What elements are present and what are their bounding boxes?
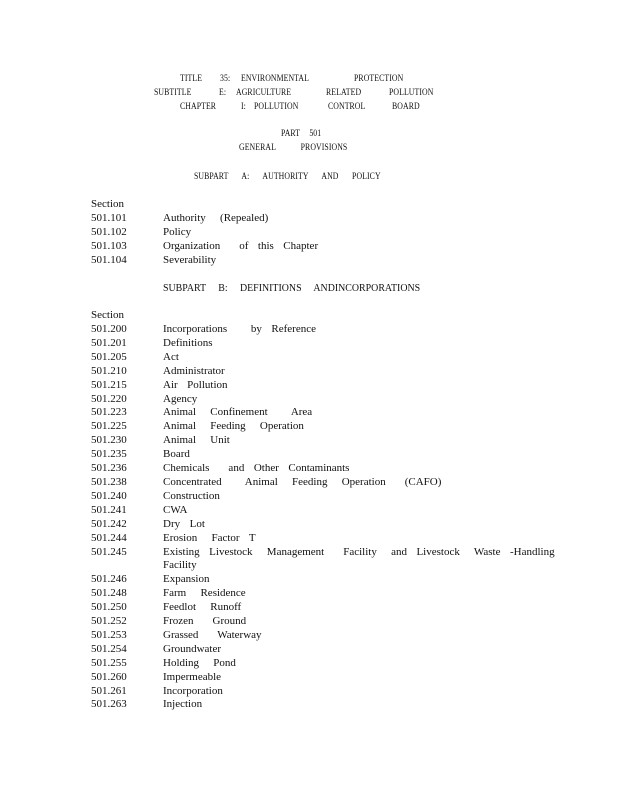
section-title: Policy [163,225,192,238]
section-label: Section [91,198,124,210]
section-number: 501.244 [91,531,127,544]
list-item [91,504,531,518]
part-number: PART 501 [281,129,322,139]
header-chapter-word: CHAPTER [180,102,217,112]
section-title: Agency [163,392,198,405]
list-item [91,434,531,448]
section-number: 501.253 [91,628,127,641]
list-item [91,379,531,393]
section-title: Existing Livestock Management Facility and Livestock Waste -Handling [163,545,555,558]
list-item [91,615,531,629]
header-subtitle-word: SUBTITLE [154,88,192,98]
section-title: Organization of this Chapter [163,239,319,252]
section-number: 501.263 [91,698,127,711]
section-title: Authority (Repealed) [163,212,269,224]
section-title: Chemicals and Other Contaminants [163,462,350,475]
header-chapter-name-1: POLLUTION [254,102,299,112]
section-title: Dry Lot [163,517,205,530]
section-title: Incorporations by Reference [163,323,316,335]
section-title: Concentrated Animal Feeding Operation (CAFO) [163,475,442,488]
section-number: 501.104 [91,253,127,266]
section-title: Holding Pond [163,656,236,669]
list-item [91,406,531,420]
list-item [91,518,531,532]
subpart-b-section-list [91,323,555,712]
header-subtitle-name-2: RELATED [326,88,362,98]
header-subtitle-letter: E: [219,88,227,98]
header-chapter-name-3: BOARD [392,102,420,112]
list-item [91,532,531,546]
section-number: 501.248 [91,587,127,600]
section-label: Section [91,309,124,321]
part-title: GENERAL PROVISIONS [239,143,348,153]
section-number: 501.246 [91,573,127,586]
list-item [91,545,555,560]
list-item [91,476,531,490]
section-title: Board [163,448,190,461]
section-number: 501.254 [91,642,127,655]
section-number: 501.245 [91,545,127,558]
list-item [91,601,531,615]
section-number: 501.225 [91,420,127,433]
header-subtitle-name-3: POLLUTION [389,88,434,98]
section-number: 501.235 [91,448,127,461]
subpart-b-heading: SUBPART B: DEFINITIONS ANDINCORPORATIONS [163,282,421,294]
section-title: Groundwater [163,642,222,655]
section-title: Injection [163,698,203,711]
section-title: Feedlot Runoff [163,601,242,614]
list-item [91,420,531,434]
section-title: Incorporation [163,684,223,697]
header-chapter-number: I: [241,102,246,112]
list-item [91,212,531,226]
section-number: 501.241 [91,503,127,516]
section-title: Construction [163,489,220,502]
list-item [91,254,531,268]
list-item [91,698,531,712]
section-title: Severability [163,253,217,266]
header-title-name-1: ENVIRONMENTAL [241,74,309,84]
section-title: Animal Feeding Operation [163,420,304,433]
list-item [91,448,531,462]
section-title: Definitions [163,336,213,349]
header-title-word: TITLE [180,74,203,84]
header-subtitle-name-1: AGRICULTURE [236,88,292,98]
list-item [91,337,531,351]
section-title: Animal Unit [163,434,230,447]
section-number: 501.255 [91,656,127,669]
section-title: Farm Residence [163,587,246,600]
subpart-a-heading: SUBPART A: AUTHORITY AND POLICY [194,172,381,182]
list-item [91,365,531,379]
section-number: 501.223 [91,406,127,419]
section-number: 501.103 [91,239,127,252]
section-number: 501.250 [91,601,127,614]
section-number: 501.210 [91,364,127,377]
section-number: 501.260 [91,670,127,683]
list-item [91,657,531,671]
section-number: 501.230 [91,434,127,447]
section-title: Act [163,350,179,363]
list-item [91,643,531,657]
section-number: 501.236 [91,462,127,475]
section-number: 501.252 [91,615,127,628]
list-item [91,226,531,240]
section-number: 501.201 [91,336,127,349]
subpart-a-section-list [91,212,531,268]
section-number: 501.220 [91,392,127,405]
list-item [91,685,531,699]
section-title: Air Pollution [163,378,228,391]
section-title: Impermeable [163,670,222,683]
list-item [91,573,531,587]
section-title: Administrator [163,364,225,377]
section-number: 501.261 [91,684,127,697]
section-title: Animal Confinement Area [163,406,313,419]
section-title: Expansion [163,573,210,586]
section-number: 501.101 [91,212,127,224]
header-chapter-name-2: CONTROL [328,102,366,112]
list-item [91,393,531,407]
section-title: Frozen Ground [163,615,247,628]
list-item [91,587,531,601]
section-number: 501.238 [91,475,127,488]
section-number: 501.205 [91,350,127,363]
section-title: CWA [163,503,188,516]
list-item [91,323,531,337]
header-title-number: 35: [220,74,231,84]
section-number: 501.102 [91,225,127,238]
header-title-name-2: PROTECTION [354,74,404,84]
list-item [91,351,531,365]
list-item [91,240,531,254]
section-number: 501.215 [91,378,127,391]
list-item [91,671,531,685]
section-title: Erosion Factor T [163,531,256,544]
section-number: 501.242 [91,517,127,530]
section-title: Grassed Waterway [163,628,262,641]
list-item [91,490,531,504]
section-number: 501.240 [91,489,127,502]
list-item [91,629,531,643]
section-number: 501.200 [91,323,127,335]
section-title-continuation: Facility [163,559,197,572]
list-item [91,462,531,476]
